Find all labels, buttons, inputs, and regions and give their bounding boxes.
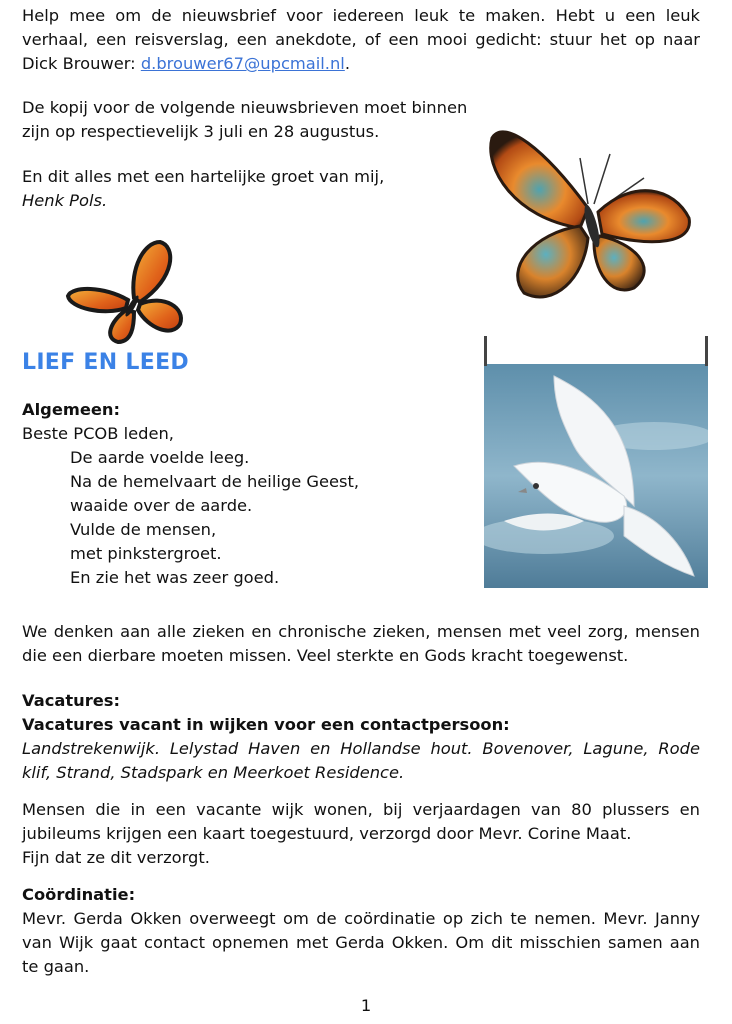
poem-line: waaide over de aarde. (70, 496, 253, 515)
poem-line: Na de hemelvaart de heilige Geest, (70, 472, 360, 491)
butterfly-small-image (64, 238, 188, 348)
email-link[interactable]: d.brouwer67@upcmail.nl (140, 54, 345, 73)
algemeen-heading: Algemeen: (22, 400, 121, 419)
thoughts-line-1: We denken aan alle zieken en chronische zieken, mensen met veel zorg, mensen (22, 622, 700, 641)
deadline-line-2: zijn op respectievelijk 3 juli en 28 augustus. (22, 122, 380, 141)
wijken-line-2: klif, Strand, Stadspark en Meerkoet Residence. (22, 763, 405, 782)
greeting (22, 165, 492, 213)
vacatures-text-line-3: Fijn dat ze dit verzorgt. (22, 848, 210, 867)
intro-paragraph (22, 4, 700, 76)
greeting-line: En dit alles met een hartelijke groet van mij, (22, 167, 385, 186)
section-title: LIEF EN LEED (22, 350, 189, 375)
butterfly-large-image (484, 108, 704, 308)
thoughts-line-2: die een dierbare moeten missen. Veel sterkte en Gods kracht toegewenst. (22, 646, 629, 665)
poem-line: met pinkstergroet. (70, 544, 222, 563)
coordinatie-line-1: Mevr. Gerda Okken overweegt om de coördinatie op zich te nemen. Mevr. Janny (22, 909, 700, 928)
vacatures-text-line-1: Mensen die in een vacante wijk wonen, bij verjaardagen van 80 plussers en (22, 800, 700, 819)
dove-image (484, 336, 708, 588)
intro-line-3-suffix: . (344, 54, 350, 73)
vacatures-heading: Vacatures: (22, 691, 120, 710)
intro-line-2: verhaal, een reisverslag, een anekdote, of een mooi gedicht: stuur het op naar (22, 30, 700, 49)
algemeen-section (22, 398, 482, 590)
coordinatie-line-3: te gaan. (22, 957, 90, 976)
coordinatie-heading: Coördinatie: (22, 885, 136, 904)
poem-line: En zie het was zeer goed. (70, 568, 280, 587)
page-number: 1 (360, 996, 372, 1015)
vacatures-text-line-2: jubileums krijgen een kaart toegestuurd, verzorgd door Mevr. Corine Maat. (22, 824, 632, 843)
vacatures-text (22, 798, 700, 870)
vacatures-section (22, 689, 700, 785)
coordinatie-section (22, 883, 700, 979)
salutation: Beste PCOB leden, (22, 424, 174, 443)
thoughts-paragraph (22, 620, 700, 668)
signature: Henk Pols. (22, 191, 108, 210)
wijken-line-1: Landstrekenwijk. Lelystad Haven en Hollandse hout. Bovenover, Lagune, Rode (22, 739, 700, 758)
poem-line: Vulde de mensen, (70, 520, 217, 539)
deadline-paragraph (22, 96, 492, 144)
deadline-line-1: De kopij voor de volgende nieuwsbrieven moet binnen (22, 98, 468, 117)
coordinatie-line-2: van Wijk gaat contact opnemen met Gerda Okken. Om dit misschien samen aan (22, 933, 700, 952)
vacatures-subheading: Vacatures vacant in wijken voor een contactpersoon: (22, 715, 510, 734)
intro-line-1: Help mee om de nieuwsbrief voor iedereen leuk te maken. Hebt u een leuk (22, 6, 700, 25)
intro-line-3-prefix: Dick Brouwer: (22, 54, 141, 73)
poem-line: De aarde voelde leeg. (70, 448, 250, 467)
intro-line-3 (22, 52, 700, 76)
